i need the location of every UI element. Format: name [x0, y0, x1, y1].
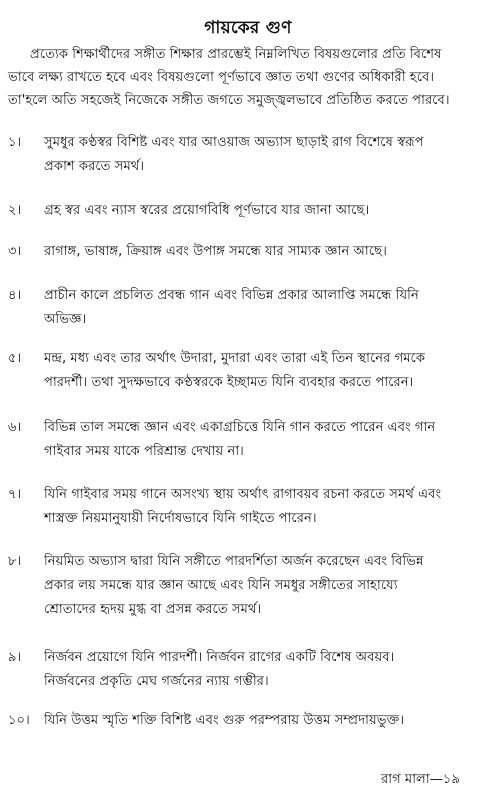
item-line: প্রাচীন কালে প্রচলিত প্রবন্ধ গান এবং বিভিন্ন প্রকার আলাপ্তি সমন্ধে যিনি: [44, 288, 419, 303]
item-text: [44, 199, 486, 223]
item-line: অভিজ্ঞ।: [44, 312, 87, 327]
item-line: শ্রোতাদের হৃদয় মুগ্ধ বা প্রসন্ন করতে সমর্থ।: [44, 602, 262, 617]
item-line: শাস্ত্রক্ত নিয়মানুযায়ী নির্দোষভাবে যিনি গাইতে পারেন।: [44, 511, 317, 526]
item-line: পারদর্শী। তথা সুদক্ষভাবে কণ্ঠস্বরকে ইচ্ছামত যিনি ব্যবহার করতে পারেন।: [44, 375, 414, 390]
item-number: ৬।: [8, 420, 22, 435]
item-line: রাগাঙ্গ, ভাষাঙ্গ, ক্রিয়াঙ্গ এবং উপাঙ্গ সমন্ধে যার সাম্যক জ্ঞান আছে।: [44, 244, 387, 259]
item-number: ৪।: [8, 288, 22, 303]
item-text: [44, 240, 486, 264]
item-line: সুমধুর কণ্ঠস্বর বিশিষ্ট এবং যার আওয়াজ অভ্যাস ছাড়াই রাগ বিশেষে স্বরূপ: [44, 135, 424, 150]
item-line: যিনি উত্তম স্মৃতি শক্তি বিশিষ্ট এবং গুরু পরম্পরায় উত্তম সম্প্রদায়ভুক্ত।: [44, 713, 405, 728]
intro-line: প্রত্যেক শিক্ষার্থীদের সঙ্গীত শিক্ষার প্রারম্ভেই নিম্নলিখিত বিষয়গুলোর প্রতি বিশেষ: [30, 47, 442, 62]
item-number: ৮।: [8, 554, 22, 569]
item-number: ৫।: [8, 351, 22, 366]
item-number: ৩।: [8, 244, 22, 259]
item-text: [44, 550, 486, 622]
item-line: গাইবার সময় যাকে পরিশ্রান্ত দেখায় না।: [44, 444, 244, 459]
item-text: [44, 483, 486, 531]
item-line: মন্দ্র, মধ্য এবং তার অর্থাৎ উদারা, মুদারা এবং তারা এই তিন স্থানের গমকে: [44, 351, 426, 366]
intro-paragraph: [8, 43, 486, 112]
item-line: বিভিন্ন তাল সমন্ধে জ্ঞান এবং একাগ্রচিত্তে যিনি গান করতে পারেন এবং গান: [44, 420, 436, 435]
item-number: ২।: [8, 203, 22, 218]
item-line: নির্জবন প্রয়োগে যিনি পারদর্শী। নির্জবন রাগের একটি বিশেষ অবয়ব।: [44, 650, 395, 665]
item-line: প্রকার লয় সমন্ধে যার জ্ঞান আছে এবং যিনি সমধুর সঙ্গীতের সাহায্যে: [44, 578, 398, 593]
item-line: নির্জবনের প্রকৃতি মেঘ গর্জনের ন্যায় গম্ভীর।: [44, 674, 269, 689]
item-text: [44, 709, 486, 733]
item-number: ১।: [8, 135, 22, 150]
item-number: ১০।: [8, 713, 30, 728]
item-text: [44, 347, 486, 395]
page-footer: রাগ মালা—১৯: [380, 772, 460, 787]
page-title: গায়কের গুণ: [204, 18, 292, 38]
intro-line: তা'হলে অতি সহজেই নিজেকে সঙ্গীত জগতে সমুজ্জ্বলভাবে প্রতিষ্ঠিত করতে পারবে।: [8, 93, 450, 108]
item-line: প্রকাশ করতে সমর্থ।: [44, 159, 145, 174]
intro-line: ভাবে লক্ষ্য রাখতে হবে এবং বিষয়গুলো পূর্ণভাবে জ্ঞাত তথা গুণের অধিকারী হবে।: [8, 70, 435, 85]
item-text: [44, 416, 486, 464]
item-text: [44, 646, 486, 694]
item-number: ৭।: [8, 487, 22, 502]
item-line: গ্রহ স্বর এবং ন্যাস স্বরের প্রয়োগবিধি পূর্ণভাবে যার জানা আছে।: [44, 203, 370, 218]
item-number: ৯।: [8, 650, 22, 665]
item-text: [44, 284, 486, 332]
item-line: নিয়মিত অভ্যাস দ্বারা যিনি সঙ্গীতে পারদর্শিতা অর্জন করেছেন এবং বিভিন্ন: [44, 554, 424, 569]
item-line: যিনি গাইবার সময় গানে অসংখ্য স্থায় অর্থাৎ রাগাবয়ব রচনা করতে সমর্থ এবং: [44, 487, 442, 502]
item-text: [44, 131, 486, 179]
